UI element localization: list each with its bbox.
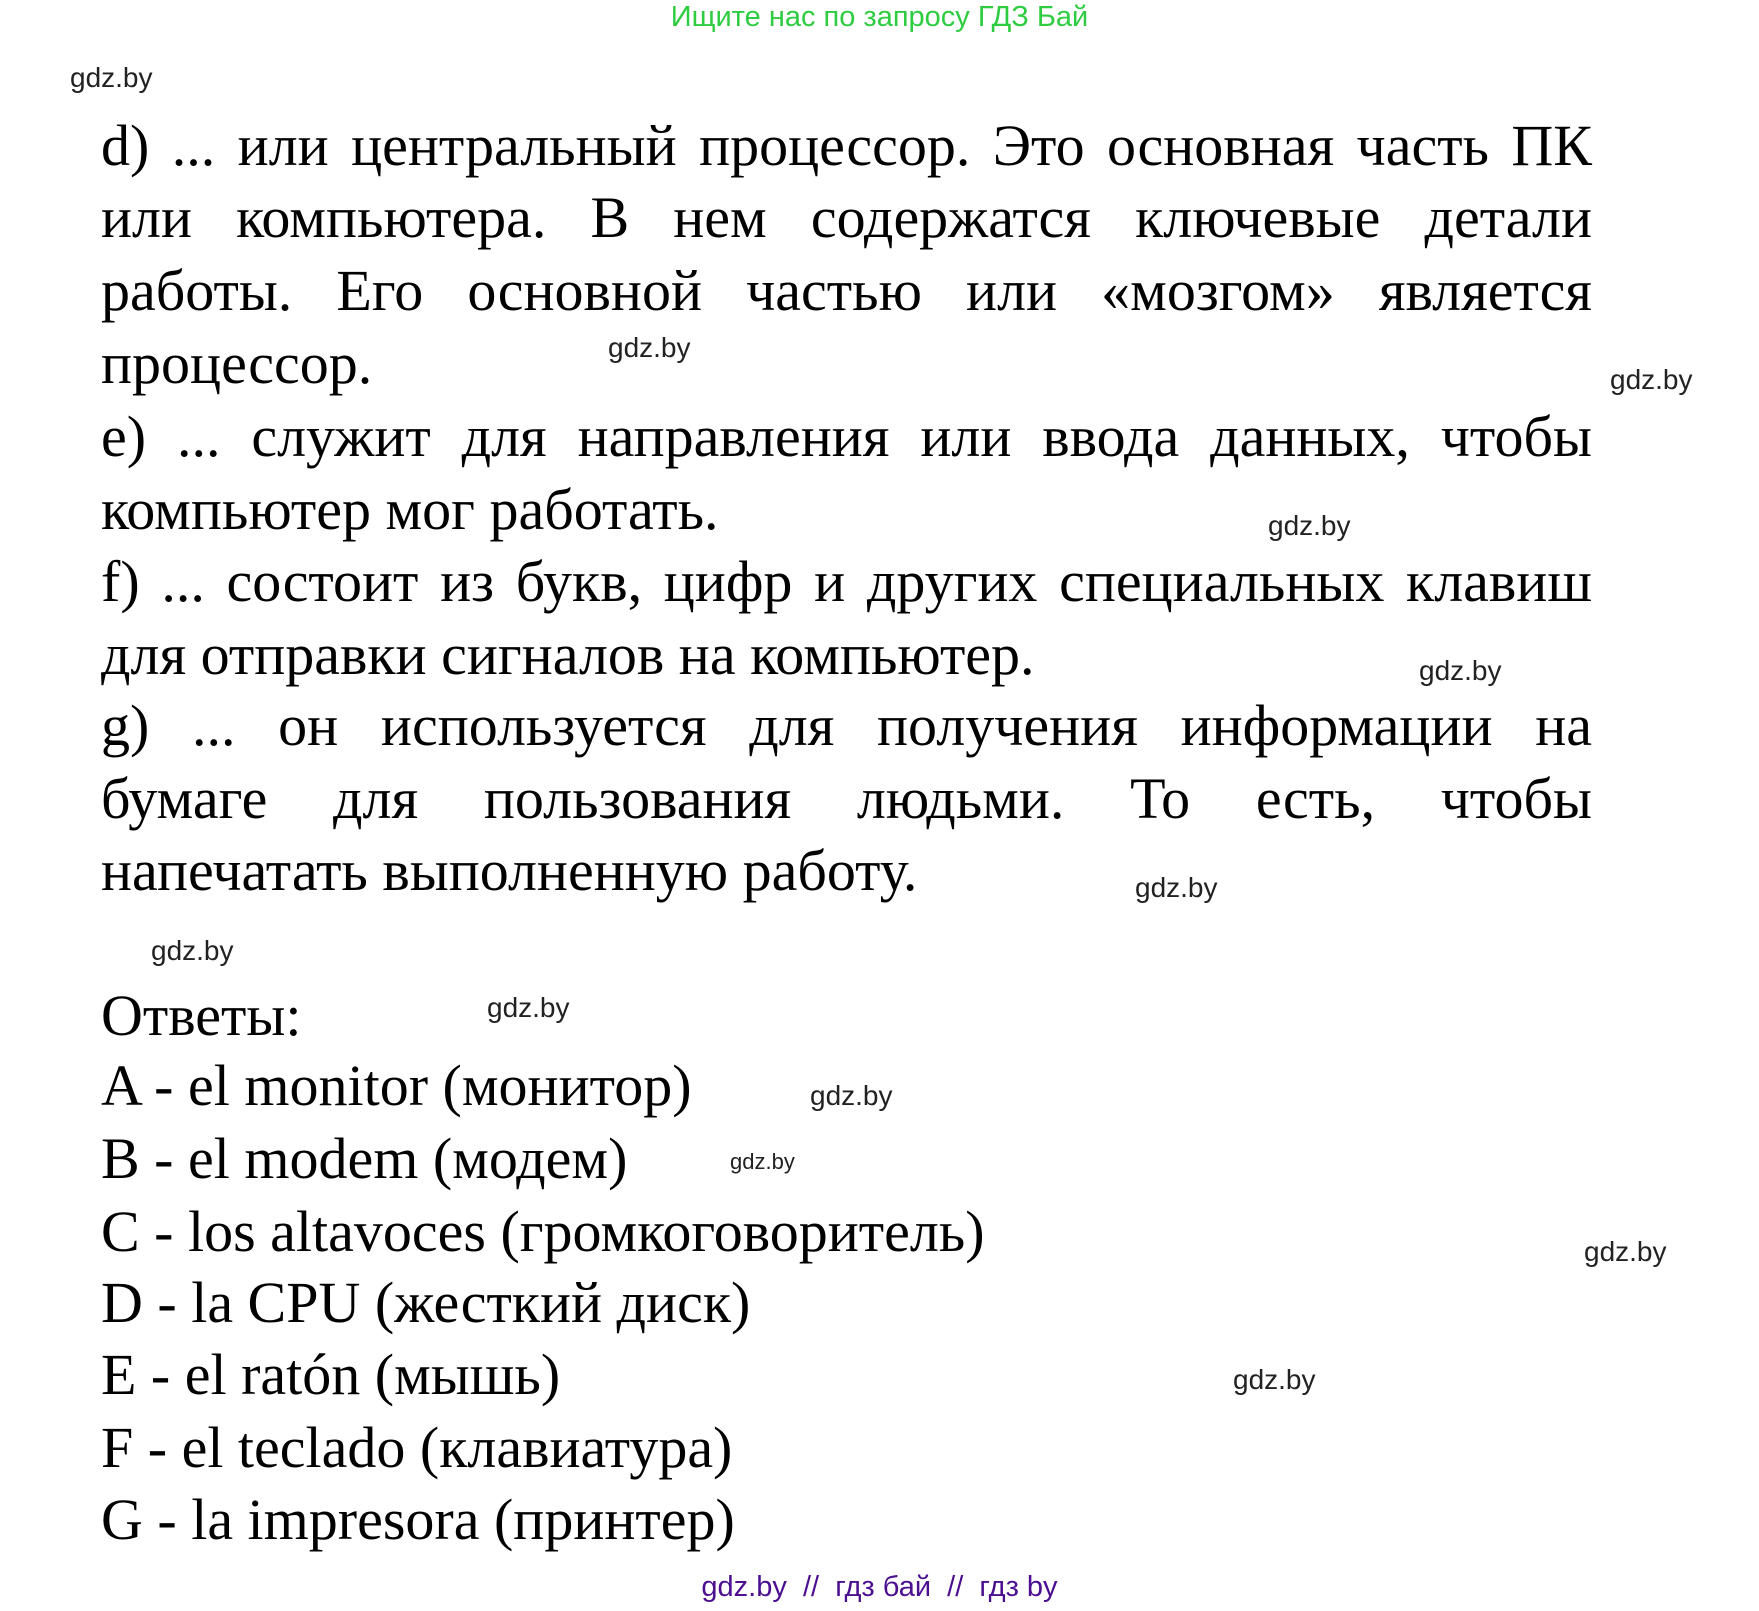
answer-item: E - el ratón (мышь) xyxy=(101,1342,561,1407)
answer-item: G - la impresora (принтер) xyxy=(101,1487,735,1552)
text-line: d) ... или центральный процессор. Это основная часть ПК xyxy=(101,113,1592,178)
watermark: gdz.by xyxy=(1135,872,1218,903)
watermark: gdz.by xyxy=(1419,655,1502,686)
watermark: gdz.by xyxy=(1268,510,1351,541)
answers-heading: Ответы: xyxy=(101,983,302,1048)
text-line: или компьютера. В нем содержатся ключевые детали xyxy=(101,185,1592,250)
watermark: gdz.by xyxy=(1233,1364,1316,1395)
watermark: gdz.by xyxy=(70,62,153,93)
text-line: для отправки сигналов на компьютер. xyxy=(101,622,1035,687)
text-line: e) ... служит для направления или ввода данных, чтобы xyxy=(101,404,1592,469)
text-line: f) ... состоит из букв, цифр и других специальных клавиш xyxy=(101,549,1592,614)
text-line: напечатать выполненную работу. xyxy=(101,838,918,903)
text-line: компьютер мог работать. xyxy=(101,477,719,542)
footer-links: gdz.by // гдз бай // гдз by xyxy=(701,1571,1058,1603)
text-line: процессор. xyxy=(101,331,373,396)
answer-item: A - el monitor (монитор) xyxy=(101,1053,692,1118)
watermark: gdz.by xyxy=(1610,364,1693,395)
text-line: g) ... он используется для получения информации на xyxy=(101,693,1592,758)
watermark: gdz.by xyxy=(487,992,570,1023)
answer-item: F - el teclado (клавиатура) xyxy=(101,1415,733,1480)
answer-item: C - los altavoces (громкоговоритель) xyxy=(101,1199,985,1264)
watermark: gdz.by xyxy=(151,935,234,966)
watermark: gdz.by xyxy=(730,1149,795,1174)
header-banner: Ищите нас по запросу ГДЗ Бай xyxy=(670,1,1089,33)
answer-item: B - el modem (модем) xyxy=(101,1126,628,1191)
watermark: gdz.by xyxy=(1584,1236,1667,1267)
answer-item: D - la CPU (жесткий диск) xyxy=(101,1270,751,1335)
watermark: gdz.by xyxy=(810,1080,893,1111)
text-line: работы. Его основной частью или «мозгом» является xyxy=(101,258,1592,323)
text-line: бумаге для пользования людьми. То есть, чтобы xyxy=(101,766,1592,831)
watermark: gdz.by xyxy=(608,332,691,363)
